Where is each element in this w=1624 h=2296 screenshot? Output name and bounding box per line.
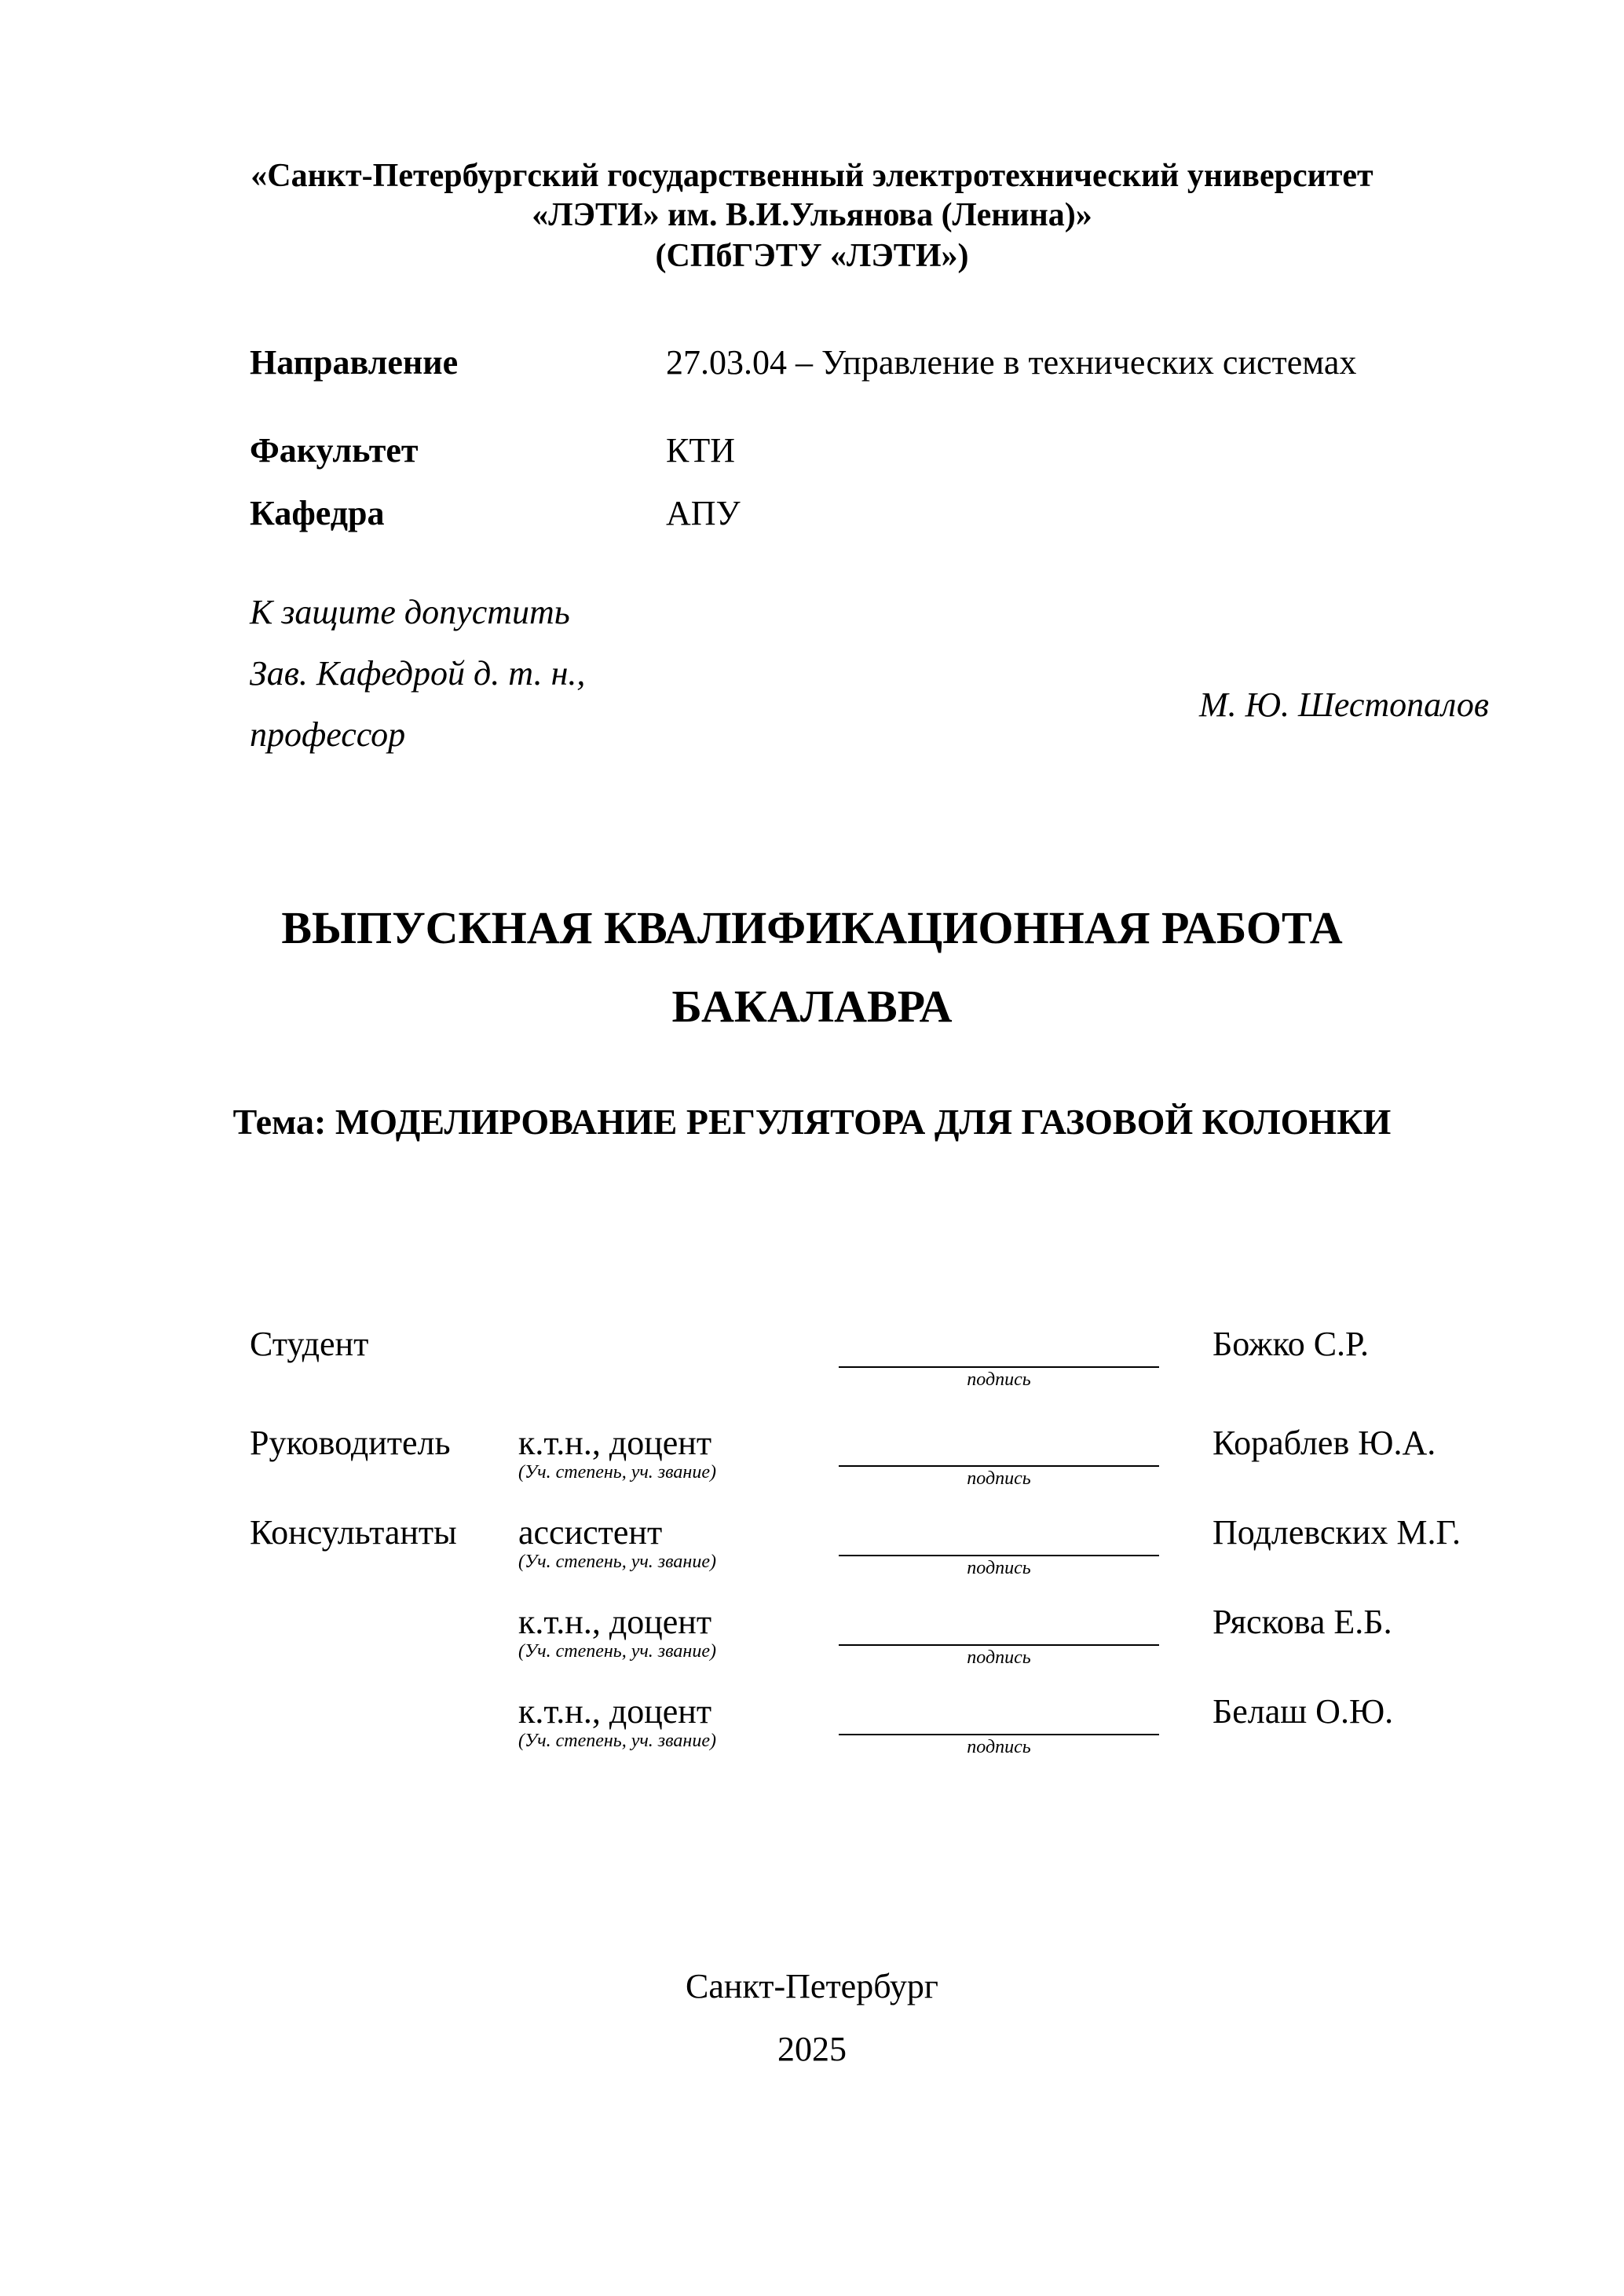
- department-label: Кафедра: [250, 494, 385, 532]
- consultant-1-signature-line: [839, 1555, 1159, 1556]
- university-abbreviation: (СПбГЭТУ «ЛЭТИ»): [655, 238, 969, 274]
- student-signature-line: [839, 1366, 1159, 1368]
- student-signature-caption: подпись: [967, 1369, 1031, 1390]
- approval-line-1: К защите допустить: [250, 593, 570, 631]
- student-name: Божко С.Р.: [1213, 1325, 1370, 1363]
- department-value: АПУ: [666, 494, 741, 532]
- work-title-line-2: БАКАЛАВРА: [671, 981, 953, 1032]
- faculty-label: Факультет: [250, 431, 419, 470]
- consultant-2-signature-caption: подпись: [967, 1647, 1031, 1668]
- consultant-3-degree: к.т.н., доцент: [518, 1692, 712, 1731]
- consultant-1-degree: ассистент: [518, 1513, 663, 1552]
- consultant-1-name: Подлевских М.Г.: [1213, 1513, 1461, 1552]
- student-role: Студент: [250, 1325, 369, 1363]
- supervisor-degree-caption: (Уч. степень, уч. звание): [518, 1462, 716, 1483]
- supervisor-degree: к.т.н., доцент: [518, 1424, 712, 1462]
- head-of-department-name: М. Ю. Шестопалов: [1198, 686, 1489, 724]
- supervisor-signature-caption: подпись: [967, 1468, 1031, 1489]
- approval-line-2: Зав. Кафедрой д. т. н.,: [250, 654, 586, 693]
- footer-city: Санкт-Петербург: [686, 1967, 938, 2005]
- work-title-line-1: ВЫПУСКНАЯ КВАЛИФИКАЦИОННАЯ РАБОТА: [281, 902, 1343, 953]
- footer-year: 2025: [777, 2030, 847, 2068]
- consultant-2-degree-caption: (Уч. степень, уч. звание): [518, 1641, 716, 1662]
- consultants-role: Консультанты: [250, 1513, 457, 1552]
- consultant-2-name: Ряскова Е.Б.: [1213, 1603, 1392, 1641]
- work-topic: Тема: МОДЕЛИРОВАНИЕ РЕГУЛЯТОРА ДЛЯ ГАЗОВОЙ КОЛОНКИ: [232, 1102, 1392, 1142]
- supervisor-role: Руководитель: [250, 1424, 451, 1462]
- supervisor-name: Кораблев Ю.А.: [1213, 1424, 1436, 1462]
- approval-line-3: профессор: [250, 715, 406, 754]
- university-name-line-2: «ЛЭТИ» им. В.И.Ульянова (Ленина)»: [532, 197, 1092, 233]
- faculty-value: КТИ: [666, 431, 735, 470]
- consultant-3-signature-caption: подпись: [967, 1737, 1031, 1757]
- consultant-2-degree: к.т.н., доцент: [518, 1603, 712, 1641]
- consultant-3-degree-caption: (Уч. степень, уч. звание): [518, 1731, 716, 1751]
- direction-value: 27.03.04 – Управление в технических системах: [666, 343, 1357, 382]
- supervisor-signature-line: [839, 1465, 1159, 1467]
- consultant-3-name: Белаш О.Ю.: [1213, 1692, 1394, 1731]
- direction-label: Направление: [250, 343, 459, 382]
- university-name-line-1: «Санкт-Петербургский государственный электротехнический университет: [251, 158, 1373, 194]
- consultant-1-signature-caption: подпись: [967, 1558, 1031, 1578]
- consultant-3-signature-line: [839, 1734, 1159, 1735]
- consultant-1-degree-caption: (Уч. степень, уч. звание): [518, 1552, 716, 1572]
- consultant-2-signature-line: [839, 1644, 1159, 1646]
